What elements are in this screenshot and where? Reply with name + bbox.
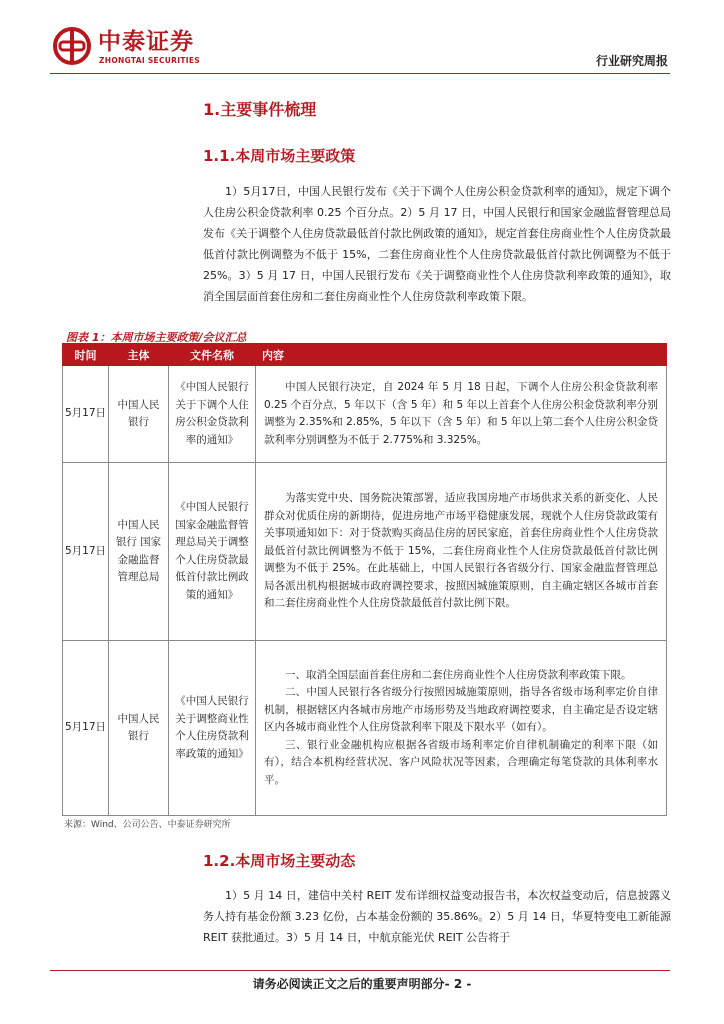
- header-doc-name: 文件名称: [169, 344, 256, 366]
- footer-divider: [50, 970, 670, 971]
- cell-time: 5月17日: [63, 366, 109, 463]
- company-logo: [52, 26, 242, 72]
- report-type-label: 行业研究周报: [595, 54, 668, 68]
- header-subject: 主体: [109, 344, 169, 366]
- section-1-1-title: 1.1.本周市场主要政策: [203, 147, 356, 165]
- page-footer: 请务必阅读正文之后的重要声明部分- 2 -: [252, 977, 472, 991]
- content-paragraph: 为落实党中央、国务院决策部署，适应我国房地产市场供求关系的新变化、人民群众对优质住房的新期待，促进房地产市场平稳健康发展，现就个人住房贷款政策有关事项通知如下：对于贷款购买商品住房的居民家庭，首套住房商业性个人住房贷款最低首付款比例调整为不低于 15%，二套住房商业性个人住房贷款最低首付款比例调整为不低于 25%。在此基础上，中国人民银行各省级分行、国家金融监督管理总局各派出机构根据城市政府调控要求，按照因城施策原则，自主确定辖区各城市首套和二套住房商业性个人住房贷款最低首付款比例下限。: [264, 492, 658, 610]
- cell-content: [256, 463, 667, 641]
- logo-chinese-name: 中泰证券: [98, 29, 194, 55]
- section-1-2-paragraph: 1）5 月 14 日，建信中关村 REIT 发布详细权益变动报告书，本次权益变动后，信息披露义务人持有基金份额 3.23 亿份，占本基金份额的 35.86%。2）5 月 14 日，华夏特变电工新能源 REIT 获批通过。3）5 月 14 日，中航京能光伏 REIT 公告将于: [203, 889, 671, 944]
- table-row: [63, 641, 667, 816]
- cell-content: [256, 641, 667, 816]
- page-header: [0, 0, 724, 78]
- zhongtai-logo-icon: [52, 26, 92, 66]
- content-paragraph: 中国人民银行决定，自 2024 年 5 月 18 日起，下调个人住房公积金贷款利率 0.25 个百分点，5 年以下（含 5 年）和 5 年以上首套个人住房公积金贷款利率分别调整为 2.35%和 2.85%，5 年以下（含 5 年）和 5 年以上第二套个人住房公积金贷款利率分别调整为不低于 2.775%和 3.325%。: [264, 381, 658, 446]
- section-1-1-paragraph: 1）5月17日，中国人民银行发布《关于下调个人住房公积金贷款利率的通知》，规定下调个人住房公积金贷款利率 0.25 个百分点。2）5 月 17 日，中国人民银行和国家金融监督管理总局发布《关于调整个人住房贷款最低首付款比例政策的通知》，规定首套住房商业性个人住房贷款最低首付款比例调整为不低于 15%，二套住房商业性个人住房贷款最低首付款比例调整为不低于 25%。3）5 月 17 日，中国人民银行发布《关于调整商业性个人住房贷款利率政策的通知》，取消全国层面首套住房和二套住房商业性个人住房贷款利率政策下限。: [203, 185, 671, 303]
- header-divider: [50, 73, 670, 74]
- section-1-2-title: 1.2.本周市场主要动态: [203, 852, 356, 870]
- table-row: [63, 463, 667, 641]
- logo-english-name: ZHONGTAI SECURITIES: [99, 56, 200, 65]
- cell-doc-name: 《中国人民银行关于调整商业性个人住房贷款利率政策的通知》: [169, 641, 256, 816]
- figure-caption: 图表 1：本周市场主要政策/会议汇总: [66, 331, 247, 344]
- content-paragraph: 一、取消全国层面首套住房和二套住房商业性个人住房贷款利率政策下限。: [285, 668, 632, 681]
- content-paragraph: 二、中国人民银行各省级分行按照因城施策原则，指导各省级市场利率定价自律机制，根据辖区内各城市房地产市场形势及当地政府调控要求，自主确定是否设定辖区内各城市商业性个人住房贷款利率下限及下限水平（如有）。: [264, 686, 658, 734]
- cell-content: [256, 366, 667, 463]
- header-time: 时间: [63, 344, 109, 366]
- content-paragraph: 三、银行业金融机构应根据各省级市场利率定价自律机制确定的利率下限（如有），结合本机构经营状况、客户风险状况等因素，合理确定每笔贷款的具体利率水平。: [264, 738, 658, 786]
- cell-time: 5月17日: [63, 641, 109, 816]
- table-header-row: [63, 344, 667, 366]
- cell-subject: 中国人民银行 国家金融监督管理总局: [109, 463, 169, 641]
- cell-subject: 中国人民银行: [109, 366, 169, 463]
- cell-time: 5月17日: [63, 463, 109, 641]
- cell-subject: 中国人民银行: [109, 641, 169, 816]
- cell-doc-name: 《中国人民银行 国家金融监督管理总局关于调整个人住房贷款最低首付款比例政策的通知》: [169, 463, 256, 641]
- section-1-title: 1.主要事件梳理: [203, 100, 317, 119]
- header-content: 内容: [256, 344, 667, 366]
- policy-table: [62, 343, 667, 816]
- table-row: [63, 366, 667, 463]
- figure-source: 来源：Wind、公司公告、中泰证券研究所: [64, 820, 231, 830]
- cell-doc-name: 《中国人民银行关于下调个人住房公积金贷款利率的通知》: [169, 366, 256, 463]
